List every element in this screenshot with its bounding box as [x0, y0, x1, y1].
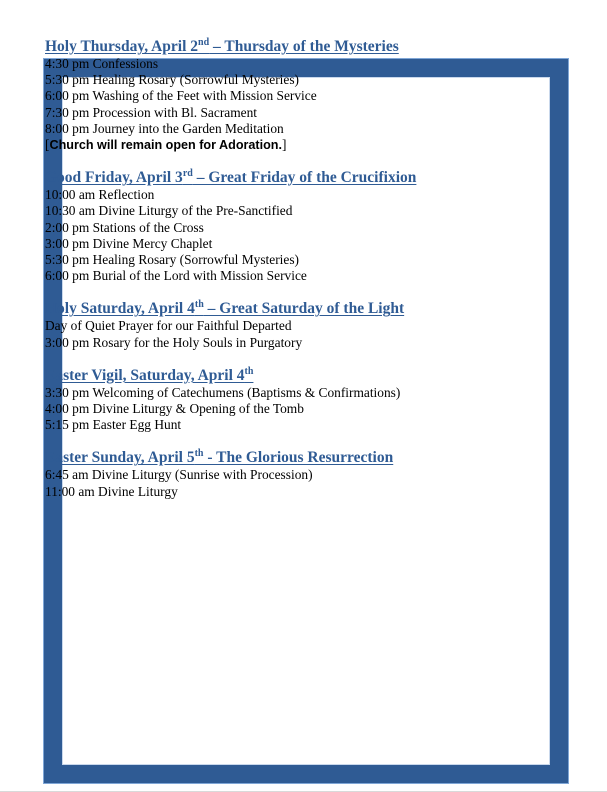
schedule-line: 10:00 am Reflection	[45, 187, 155, 203]
section-easter-vigil	[45, 366, 485, 434]
schedule-line: 5:15 pm Easter Egg Hunt	[45, 417, 182, 433]
section-holy-saturday	[45, 299, 485, 350]
schedule-content	[45, 37, 485, 515]
section-good-friday	[45, 168, 485, 284]
schedule-line: 2:00 pm Stations of the Cross	[45, 219, 204, 235]
schedule-line: 10:30 am Divine Liturgy of the Pre-Sanctified	[45, 203, 293, 219]
schedule-line: Day of Quiet Prayer for our Faithful Departed	[45, 318, 292, 334]
schedule-line: 4:00 pm Divine Liturgy & Opening of the Tomb	[45, 401, 304, 417]
section-heading: Easter Vigil, Saturday, April 4th	[45, 365, 254, 384]
schedule-line: 3:00 pm Rosary for the Holy Souls in Purgatory	[45, 334, 303, 350]
section-heading: Good Friday, April 3rd – Great Friday of the Crucifixion	[45, 168, 417, 187]
section-heading: Holy Saturday, April 4th – Great Saturday of the Light	[45, 299, 405, 318]
section-heading: Holy Thursday, April 2nd – Thursday of the Mysteries	[45, 36, 399, 55]
schedule-line: 6:45 am Divine Liturgy (Sunrise with Procession)	[45, 467, 313, 483]
schedule-line: 4:30 pm Confessions	[45, 56, 159, 71]
schedule-line: 7:30 pm Procession with Bl. Sacrament	[45, 104, 257, 120]
schedule-line: 8:00 pm Journey into the Garden Meditation	[45, 120, 284, 136]
schedule-line: 3:00 pm Divine Mercy Chaplet	[45, 235, 213, 251]
schedule-line: 11:00 am Divine Liturgy	[45, 483, 178, 499]
section-heading: Easter Sunday, April 5th - The Glorious Resurrection	[45, 448, 394, 467]
adoration-note: [Church will remain open for Adoration.]	[45, 137, 287, 153]
section-easter-sunday	[45, 448, 485, 499]
schedule-line: 5:30 pm Healing Rosary (Sorrowful Mysteries)	[45, 252, 300, 268]
schedule-line: 6:00 pm Washing of the Feet with Mission Service	[45, 88, 317, 104]
schedule-line: 3:30 pm Welcoming of Catechumens (Baptisms & Confirmations)	[45, 384, 401, 400]
schedule-line: 6:00 pm Burial of the Lord with Mission Service	[45, 268, 307, 284]
schedule-line: 5:30 pm Healing Rosary (Sorrowful Mysteries)	[45, 72, 300, 88]
section-holy-thursday	[45, 37, 485, 153]
